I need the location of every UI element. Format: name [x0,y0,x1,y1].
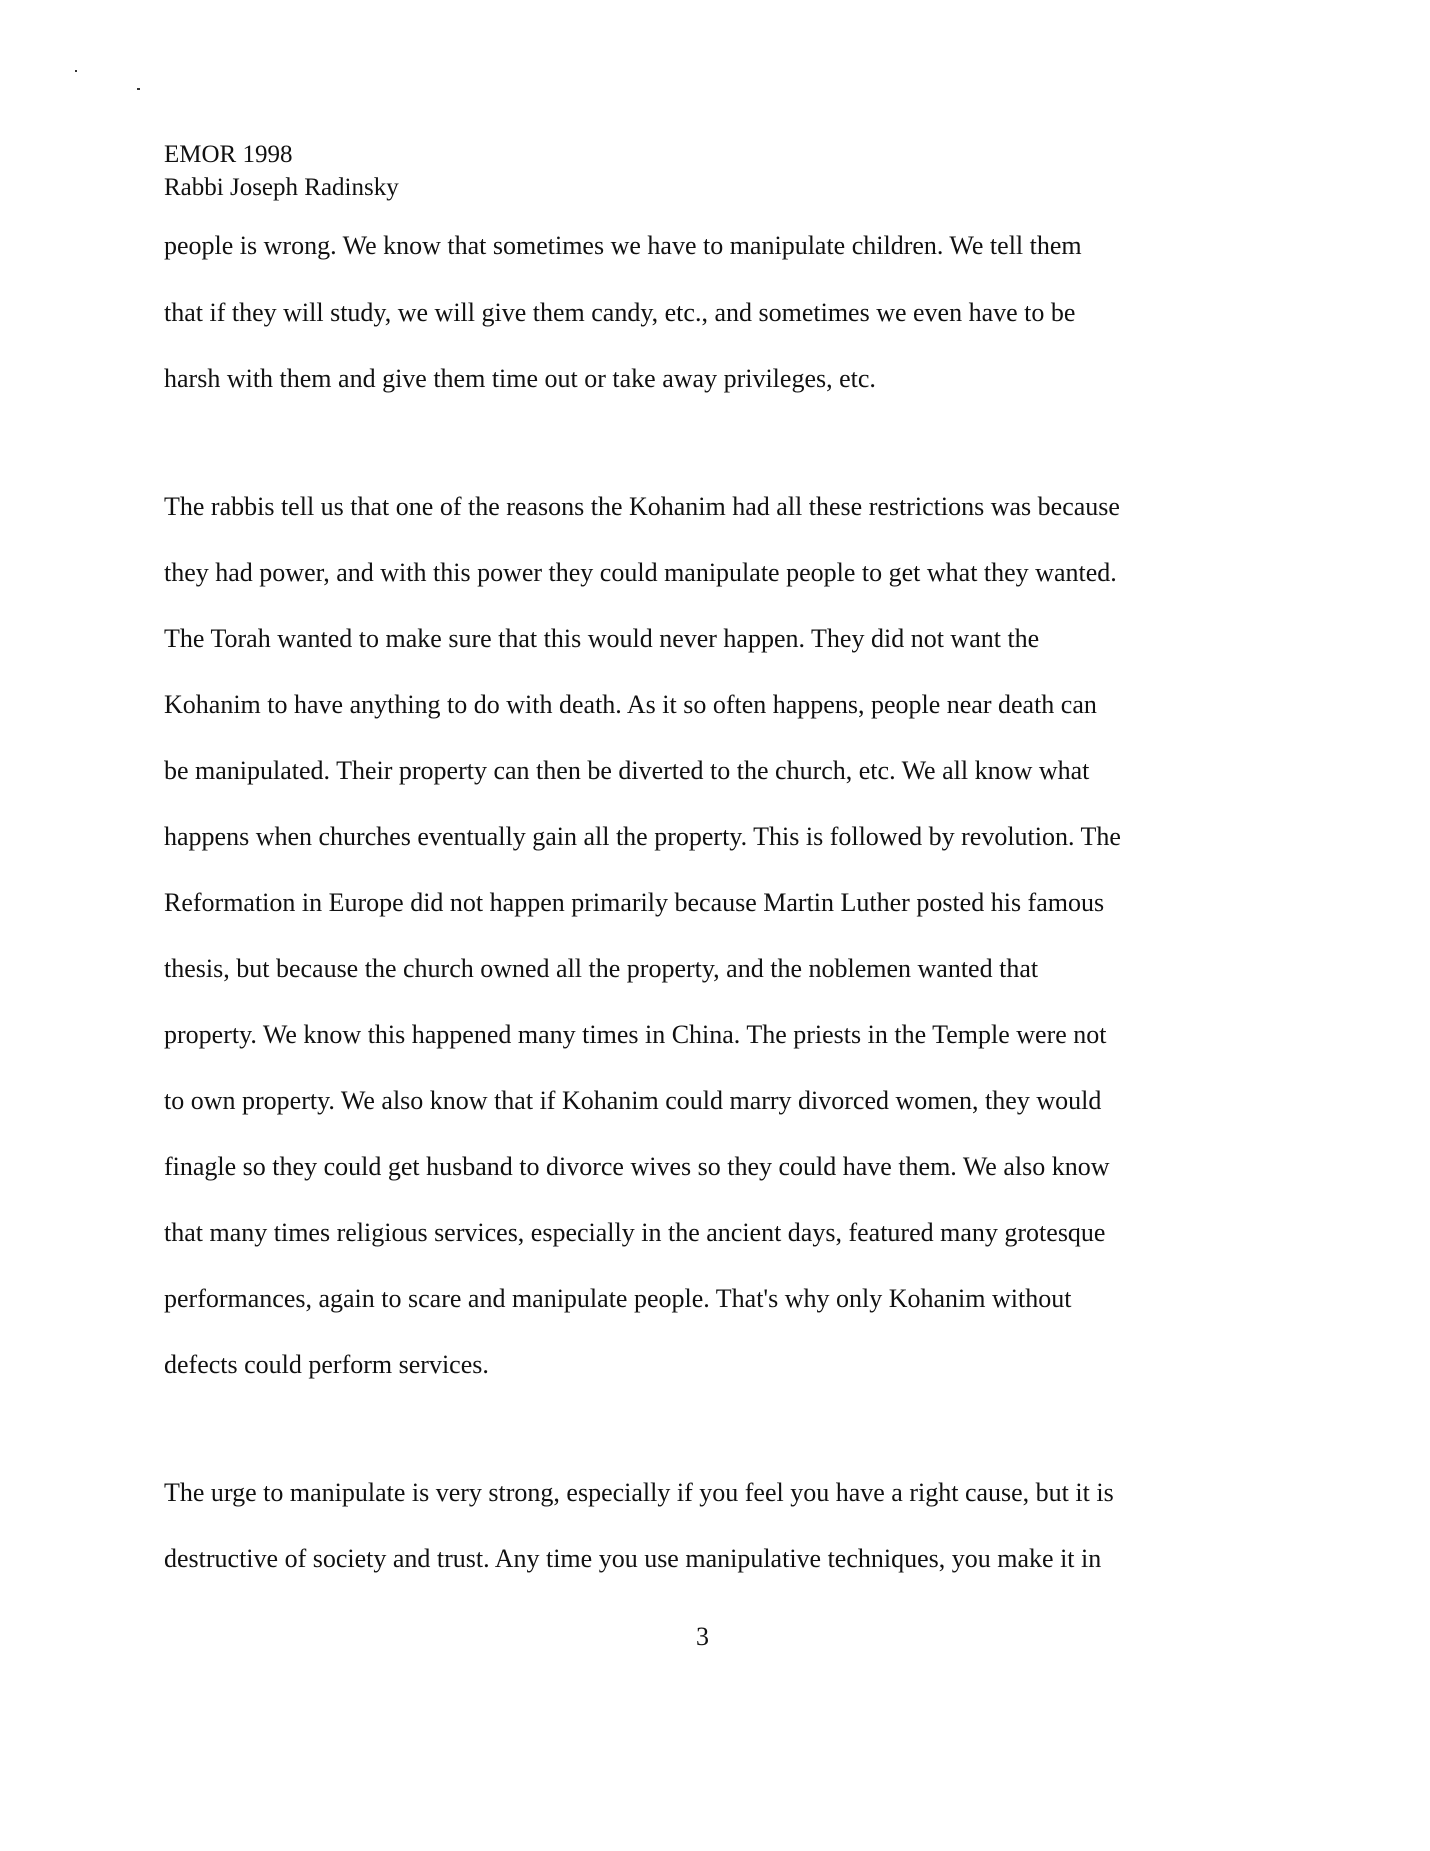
page-number: 3 [696,1622,709,1651]
text-line: that many times religious services, especially in the ancient days, featured many grotesque [164,1218,1106,1247]
text-line: property. We know this happened many times in China. The priests in the Temple were not [164,1020,1107,1049]
text-line: The rabbis tell us that one of the reasons the Kohanim had all these restrictions was because [164,492,1120,521]
text-line: happens when churches eventually gain all the property. This is followed by revolution. The [164,822,1121,851]
text-line: Kohanim to have anything to do with death. As it so often happens, people near death can [164,690,1097,719]
text-line: harsh with them and give them time out or take away privileges, etc. [164,364,876,393]
text-line: thesis, but because the church owned all the property, and the noblemen wanted that [164,954,1039,983]
text-line: defects could perform services. [164,1350,489,1379]
document-header [164,138,399,204]
document-author: Rabbi Joseph Radinsky [164,174,399,201]
text-line: people is wrong. We know that sometimes we have to manipulate children. We tell them [164,231,1082,260]
scan-speck [137,88,140,90]
text-line: finagle so they could get husband to divorce wives so they could have them. We also know [164,1152,1110,1181]
document-title: EMOR 1998 [164,141,293,168]
text-line: that if they will study, we will give them candy, etc., and sometimes we even have to be [164,298,1076,327]
text-line: they had power, and with this power they could manipulate people to get what they wanted. [164,558,1117,587]
text-line: performances, again to scare and manipulate people. That's why only Kohanim without [164,1284,1072,1313]
text-line: The Torah wanted to make sure that this would never happen. They did not want the [164,624,1040,653]
text-line: destructive of society and trust. Any time you use manipulative techniques, you make it in [164,1544,1102,1573]
scan-speck [75,70,77,72]
text-line: be manipulated. Their property can then be diverted to the church, etc. We all know what [164,756,1090,785]
text-line: to own property. We also know that if Kohanim could marry divorced women, they would [164,1086,1102,1115]
text-line: Reformation in Europe did not happen primarily because Martin Luther posted his famous [164,888,1105,917]
text-line: The urge to manipulate is very strong, especially if you feel you have a right cause, but it is [164,1478,1114,1507]
